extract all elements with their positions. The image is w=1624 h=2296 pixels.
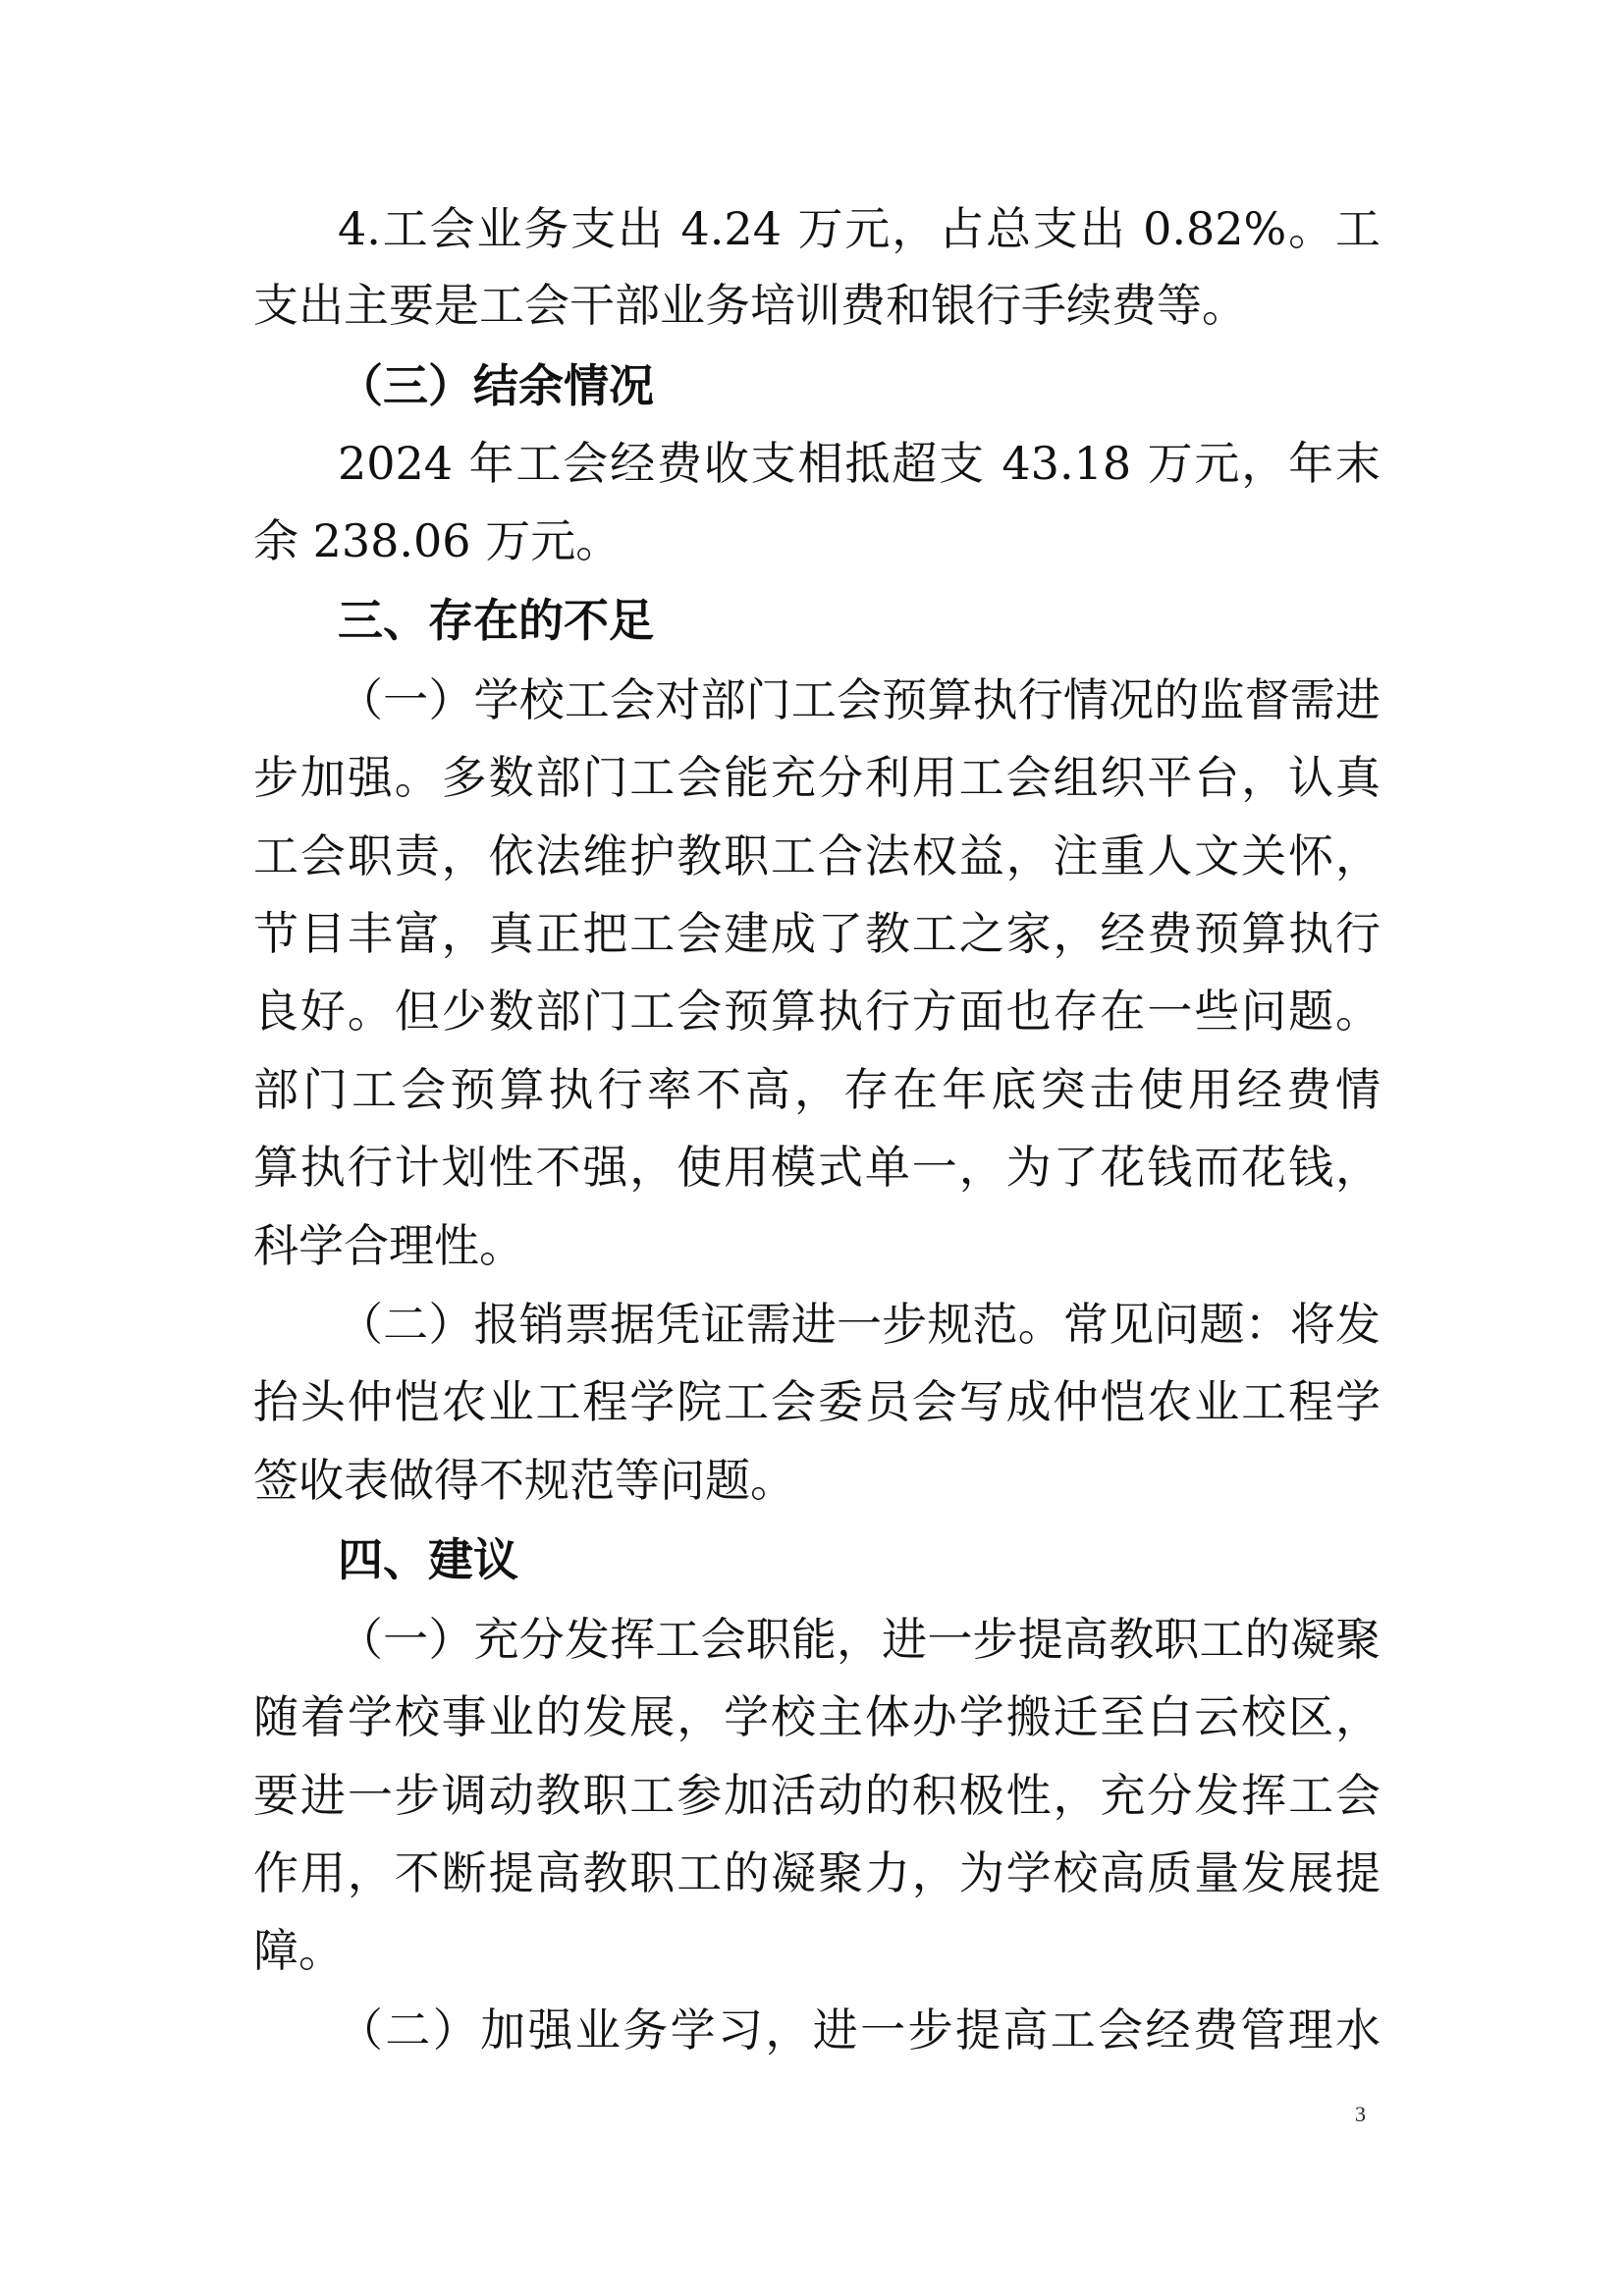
paragraph-line [0,193,1624,264]
text-line: 抬头仲恺农业工程学院工会委员会写成仲恺农业工程学 [253,1375,1380,1428]
text-line: 工会职责，依法维护教职工合法权益，注重人文关怀， [253,829,1380,882]
text-line: 余 238.06 万元。 [253,514,622,567]
paragraph-line [0,1915,1624,1986]
text-line: （二）加强业务学习，进一步提高工会经费管理水 [338,2003,1380,2056]
paragraph-line [0,428,1624,499]
text-line: 作用，不断提高教职工的凝聚力，为学校高质量发展提 [253,1846,1380,1899]
text-line: （一）充分发挥工会职能，进一步提高教职工的凝聚 [338,1613,1380,1666]
section-heading-suggestions: 四、建议 [338,1533,518,1586]
paragraph-line [0,976,1624,1046]
paragraph-line [0,821,1624,891]
paragraph-line [0,1132,1624,1202]
text-line: 科学合理性。 [253,1219,524,1272]
text-line: 部门工会预算执行率不高，存在年底突击使用经费情 [253,1063,1380,1116]
text-line: 4.工会业务支出 4.24 万元，占总支出 0.82%。工 [338,202,1380,255]
paragraph-line [0,898,1624,969]
paragraph-line [0,1210,1624,1281]
text-line: 节目丰富，真正把工会建成了教工之家，经费预算执行 [253,907,1380,960]
text-line: 随着学校事业的发展，学校主体办学搬迁至白云校区， [253,1690,1380,1743]
paragraph-line [0,1838,1624,1908]
section-heading-shortcomings: 三、存在的不足 [338,594,654,647]
paragraph-line [0,1995,1624,2065]
text-line: （一）学校工会对部门工会预算执行情况的监督需进 [338,673,1380,726]
paragraph-line [0,1760,1624,1831]
paragraph-line [0,1366,1624,1437]
text-line: （二）报销票据凭证需进一步规范。常见问题：将发 [338,1298,1380,1351]
page-number: 3 [1355,2102,1366,2126]
text-line: 算执行计划性不强，使用模式单一，为了花钱而花钱， [253,1141,1380,1194]
section-heading-surplus: （三）结余情况 [338,359,654,412]
paragraph-line [0,665,1624,735]
paragraph-line [0,1604,1624,1675]
text-line: 签收表做得不规范等问题。 [253,1454,795,1507]
text-line: 支出主要是工会干部业务培训费和银行手续费等。 [253,279,1247,332]
text-line: 步加强。多数部门工会能充分利用工会组织平台，认真 [253,751,1380,804]
paragraph-line [0,270,1624,341]
paragraph-line [0,1289,1624,1360]
paragraph-line [0,742,1624,813]
text-line: 要进一步调动教职工参加活动的积极性，充分发挥工会 [253,1769,1380,1822]
paragraph-line [0,1054,1624,1125]
text-line: 良好。但少数部门工会预算执行方面也存在一些问题。 [253,985,1380,1038]
paragraph-line [0,506,1624,576]
text-line: 障。 [253,1924,344,1977]
paragraph-line [0,1682,1624,1752]
text-line: 2024 年工会经费收支相抵超支 43.18 万元，年末 [338,437,1380,490]
paragraph-line [0,1445,1624,1516]
